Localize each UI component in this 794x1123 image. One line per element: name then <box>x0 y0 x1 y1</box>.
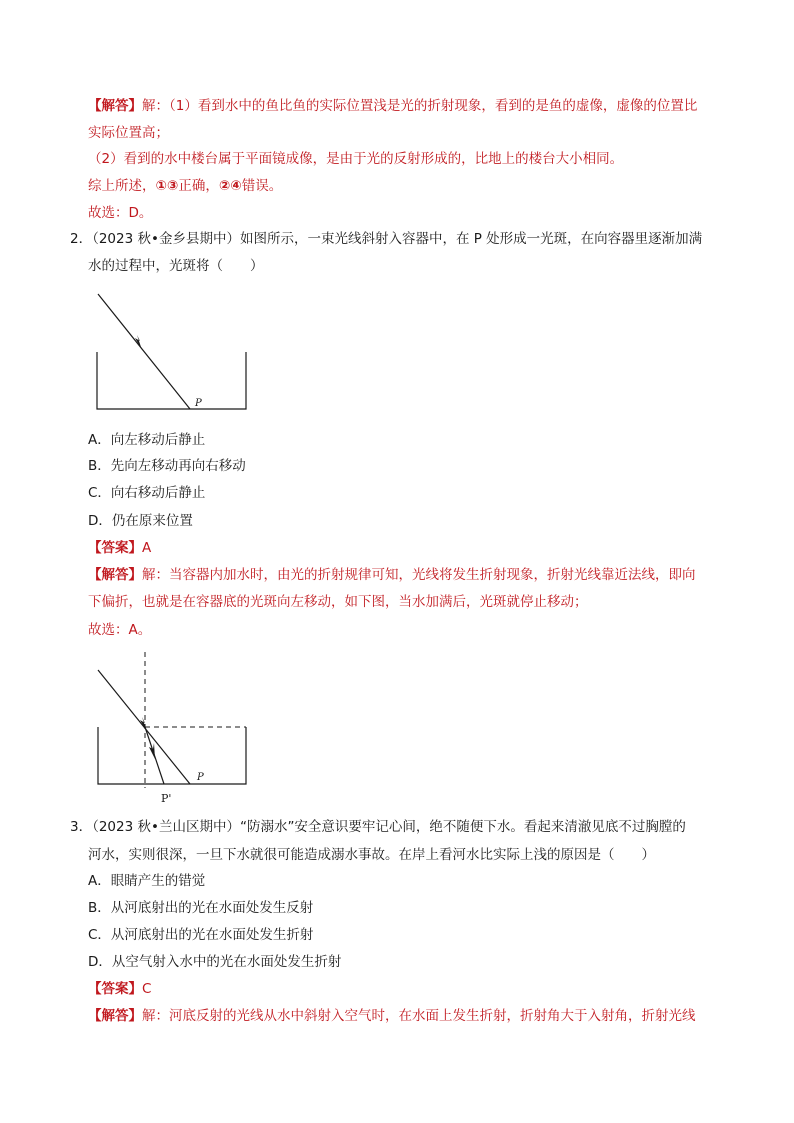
q2-figure-container <box>90 288 260 418</box>
q1-summary-prefix: 综上所述， <box>88 178 156 194</box>
q1-solution-text-1: 解：（1）看到水中的鱼比鱼的实际位置浅是光的折射现象，看到的是鱼的虚像，虚像的位置比 <box>142 98 698 114</box>
q2-option-c: C．向右移动后静止 <box>88 485 206 501</box>
q1-summary-wrong: ②④ <box>218 178 242 194</box>
q1-solution-line-3: （2）看到的水中楼台属于平面镜成像，是由于光的反射形成的，比地上的楼台大小相同。 <box>88 151 624 167</box>
q3-answer-tag: 【答案】 <box>88 981 142 997</box>
q2-option-d: D．仍在原来位置 <box>88 513 193 529</box>
q3-solution-line-1 <box>88 1006 696 1026</box>
label-p-prime: P' <box>161 792 172 805</box>
q2-stem-line-1: 2．（2023 秋•金乡县期中）如图所示，一束光线斜射入容器中，在 P 处形成一光斑，在向容器里逐渐加满 <box>70 231 703 247</box>
q1-solution-line-2: 实际位置高； <box>88 125 169 141</box>
q3-answer-line <box>88 979 151 999</box>
q3-option-b: B．从河底射出的光在水面处发生反射 <box>88 900 314 916</box>
incident-arrow-icon <box>140 717 147 732</box>
q2-solution-text-1: 解：当容器内加水时，由光的折射规律可知，光线将发生折射现象，折射光线靠近法线，即向 <box>142 567 696 583</box>
label-p: P <box>195 398 202 409</box>
q2-answer-line <box>88 538 151 558</box>
q3-stem-line-2: 河水，实则很深，一旦下水就很可能造成溺水事故。在岸上看河水比实际上浅的原因是（ ） <box>88 847 655 863</box>
q2-option-b: B．先向左移动再向右移动 <box>88 458 246 474</box>
q3-stem-line-1: 3．（2023 秋•兰山区期中）“防溺水”安全意识要牢记心间，绝不随便下水。看起来清澈见底不过胸膛的 <box>70 819 686 835</box>
q2-answer-tag: 【答案】 <box>88 540 142 556</box>
q2-answer-value: A <box>142 540 152 556</box>
q3-answer-value: C <box>142 981 152 997</box>
q1-summary-suffix: 错误。 <box>241 178 283 194</box>
q1-solution-line-1 <box>88 96 697 116</box>
q1-summary-mid: 正确， <box>178 178 219 194</box>
q3-option-c: C．从河底射出的光在水面处发生折射 <box>88 927 314 943</box>
q2-option-a: A．向左移动后静止 <box>88 432 206 448</box>
q2-solution-line-1 <box>88 565 696 585</box>
q2-choose: 故选：A。 <box>88 622 152 638</box>
q2-solution-tag: 【解答】 <box>88 567 142 583</box>
container-outline <box>98 727 246 784</box>
q2-solution-line-2: 下偏折，也就是在容器底的光斑向左移动，如下图，当水加满后，光斑就停止移动； <box>88 594 588 610</box>
label-p: P <box>197 772 204 783</box>
q2-refraction-figure <box>90 650 260 810</box>
q3-option-a: A．眼睛产生的错觉 <box>88 873 206 889</box>
q2-stem-line-2: 水的过程中，光斑将（ ） <box>88 258 264 274</box>
refracted-arrow-icon <box>149 743 155 759</box>
container-outline <box>97 352 246 409</box>
q1-choose: 故选：D。 <box>88 205 153 221</box>
q1-solution-tag: 【解答】 <box>88 98 142 114</box>
light-ray <box>98 294 190 409</box>
q1-summary-line <box>88 176 282 196</box>
q3-solution-tag: 【解答】 <box>88 1008 142 1024</box>
q1-summary-correct: ①③ <box>155 178 179 194</box>
q3-solution-text-1: 解：河底反射的光线从水中斜射入空气时，在水面上发生折射，折射角大于入射角，折射光线 <box>142 1008 696 1024</box>
q3-option-d: D．从空气射入水中的光在水面处发生折射 <box>88 954 342 970</box>
